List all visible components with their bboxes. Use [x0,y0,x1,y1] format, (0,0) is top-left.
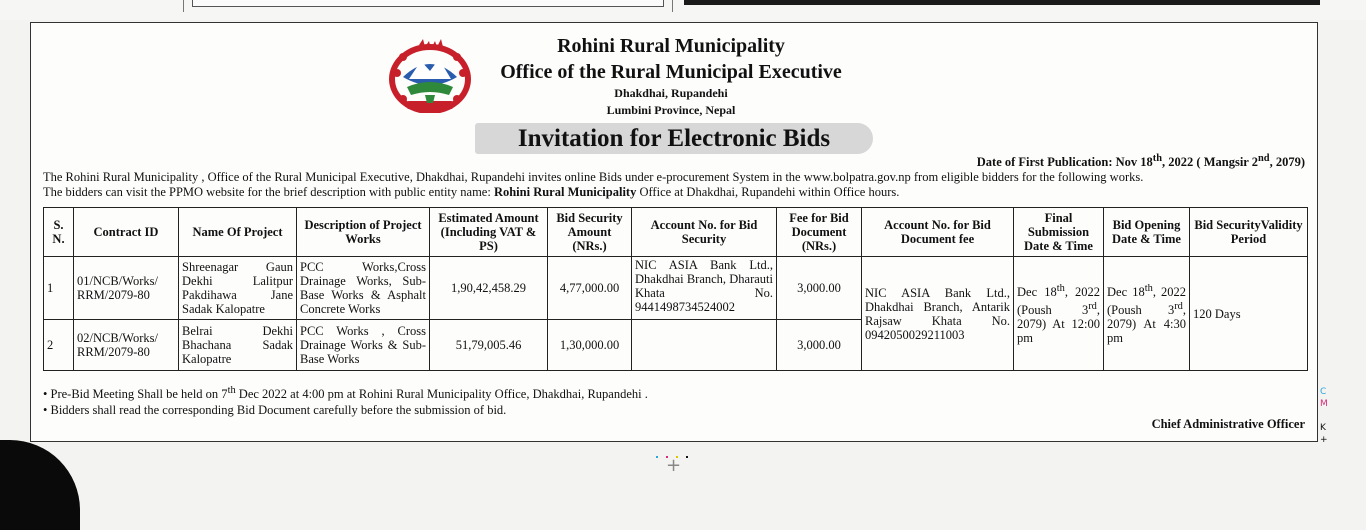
document-fee: 3,000.00 [777,320,862,371]
project-name: Shreenagar Gaun Dekhi Lalitpur Pakdihawa Jane Sadak Kalopatre [179,257,297,320]
intro-paragraph: The Rohini Rural Municipality , Office of the Rural Municipal Executive, Dhakdhai, Rupandehi invites online Bids under e-procurement System in the www.bolpatra.gov.np from eligible bidders for the following works. The bidders can visit the PPMO website for the brief description with public entity name: Rohini Rural Municipality Office at Dhakdhai, Rupandehi within Office hours. [43,170,1144,199]
previous-ad-bar [684,0,1320,5]
column-header: Final Submission Date & Time [1014,208,1104,257]
final-submission-date: Dec 18th, 2022 (Poush 3rd, 2079) At 12:00 pm [1014,257,1104,371]
publication-date: Date of First Publication: Nov 18th, 2022 ( Mangsir 2nd, 2079) [976,153,1305,170]
bid-opening-date: Dec 18th, 2022 (Poush 3rd, 2079) At 4:30 pm [1104,257,1190,371]
intro-line-1: The Rohini Rural Municipality , Office of the Rural Municipal Executive, Dhakdhai, Rupandehi invites online Bids under e-procurement System in the www.bolpatra.gov.np from eligible bidders for the following works. [43,170,1144,184]
bid-notice [30,22,1318,442]
column-header: Contract ID [74,208,179,257]
project-name: Belrai Dekhi Bhachana Sadak Kalopatre [179,320,297,371]
previous-ad-box [192,0,664,7]
table-header-row [44,208,1308,257]
bid-security-account: NIC ASIA Bank Ltd., Dhakdhai Branch, Dharauti Khata No. 9441498734524002 [632,257,777,320]
project-description: PCC Works,Cross Drainage Works, Sub-Base Works & Asphalt Concrete Works [297,257,430,320]
column-header: S. N. [44,208,74,257]
contract-id: 01/NCB/Works/ RRM/2079-80 [74,257,179,320]
print-color-dots [656,445,696,448]
crop-mark-icon: + [666,455,682,476]
column-header: Description of Project Works [297,208,430,257]
entity-name: Rohini Rural Municipality [493,185,637,199]
bid-security-amount: 1,30,000.00 [548,320,632,371]
divider [672,0,673,12]
bids-table [43,207,1308,371]
notes [43,383,648,418]
print-registration-marks: C M K + [1320,387,1328,445]
column-header: Bid Security Amount (NRs.) [548,208,632,257]
serial-number: 1 [44,257,74,320]
column-header: Account No. for Bid Document fee [862,208,1014,257]
estimated-amount: 1,90,42,458.29 [430,257,548,320]
validity-period: 120 Days [1190,257,1308,371]
column-header: Estimated Amount (Including VAT & PS) [430,208,548,257]
column-header: Account No. for Bid Security [632,208,777,257]
serial-number: 2 [44,320,74,371]
divider [183,0,184,12]
table-row [44,257,1308,320]
estimated-amount: 51,79,005.46 [430,320,548,371]
column-header: Bid Opening Date & Time [1104,208,1190,257]
device-corner [0,440,80,530]
municipality-name: Rohini Rural Municipality [557,35,785,57]
note-pre-bid: • Pre-Bid Meeting Shall be held on 7th Dec 2022 at 4:00 pm at Rohini Rural Municipality Office, Dhakdhai, Rupandehi . [43,385,648,402]
address-line-1: Dhakdhai, Rupandehi [614,86,728,100]
notice-title: Invitation for Electronic Bids [475,123,873,154]
column-header: Bid SecurityValidity Period [1190,208,1308,257]
office-name: Office of the Rural Municipal Executive [500,61,842,83]
document-fee-account: NIC ASIA Bank Ltd., Dhakdhai Branch, Antarik Rajsaw Khata No. 0942050029211003 [862,257,1014,371]
column-header: Name Of Project [179,208,297,257]
document-fee: 3,000.00 [777,257,862,320]
bid-security-amount: 4,77,000.00 [548,257,632,320]
bid-security-account-empty [632,320,777,371]
note-bid-document: • Bidders shall read the corresponding Bid Document carefully before the submission of bid. [43,403,507,418]
column-header: Fee for Bid Document (NRs.) [777,208,862,257]
project-description: PCC Works , Cross Drainage Works & Sub-Base Works [297,320,430,371]
contract-id: 02/NCB/Works/ RRM/2079-80 [74,320,179,371]
address-line-2: Lumbini Province, Nepal [606,103,736,117]
signatory: Chief Administrative Officer [1151,417,1305,431]
